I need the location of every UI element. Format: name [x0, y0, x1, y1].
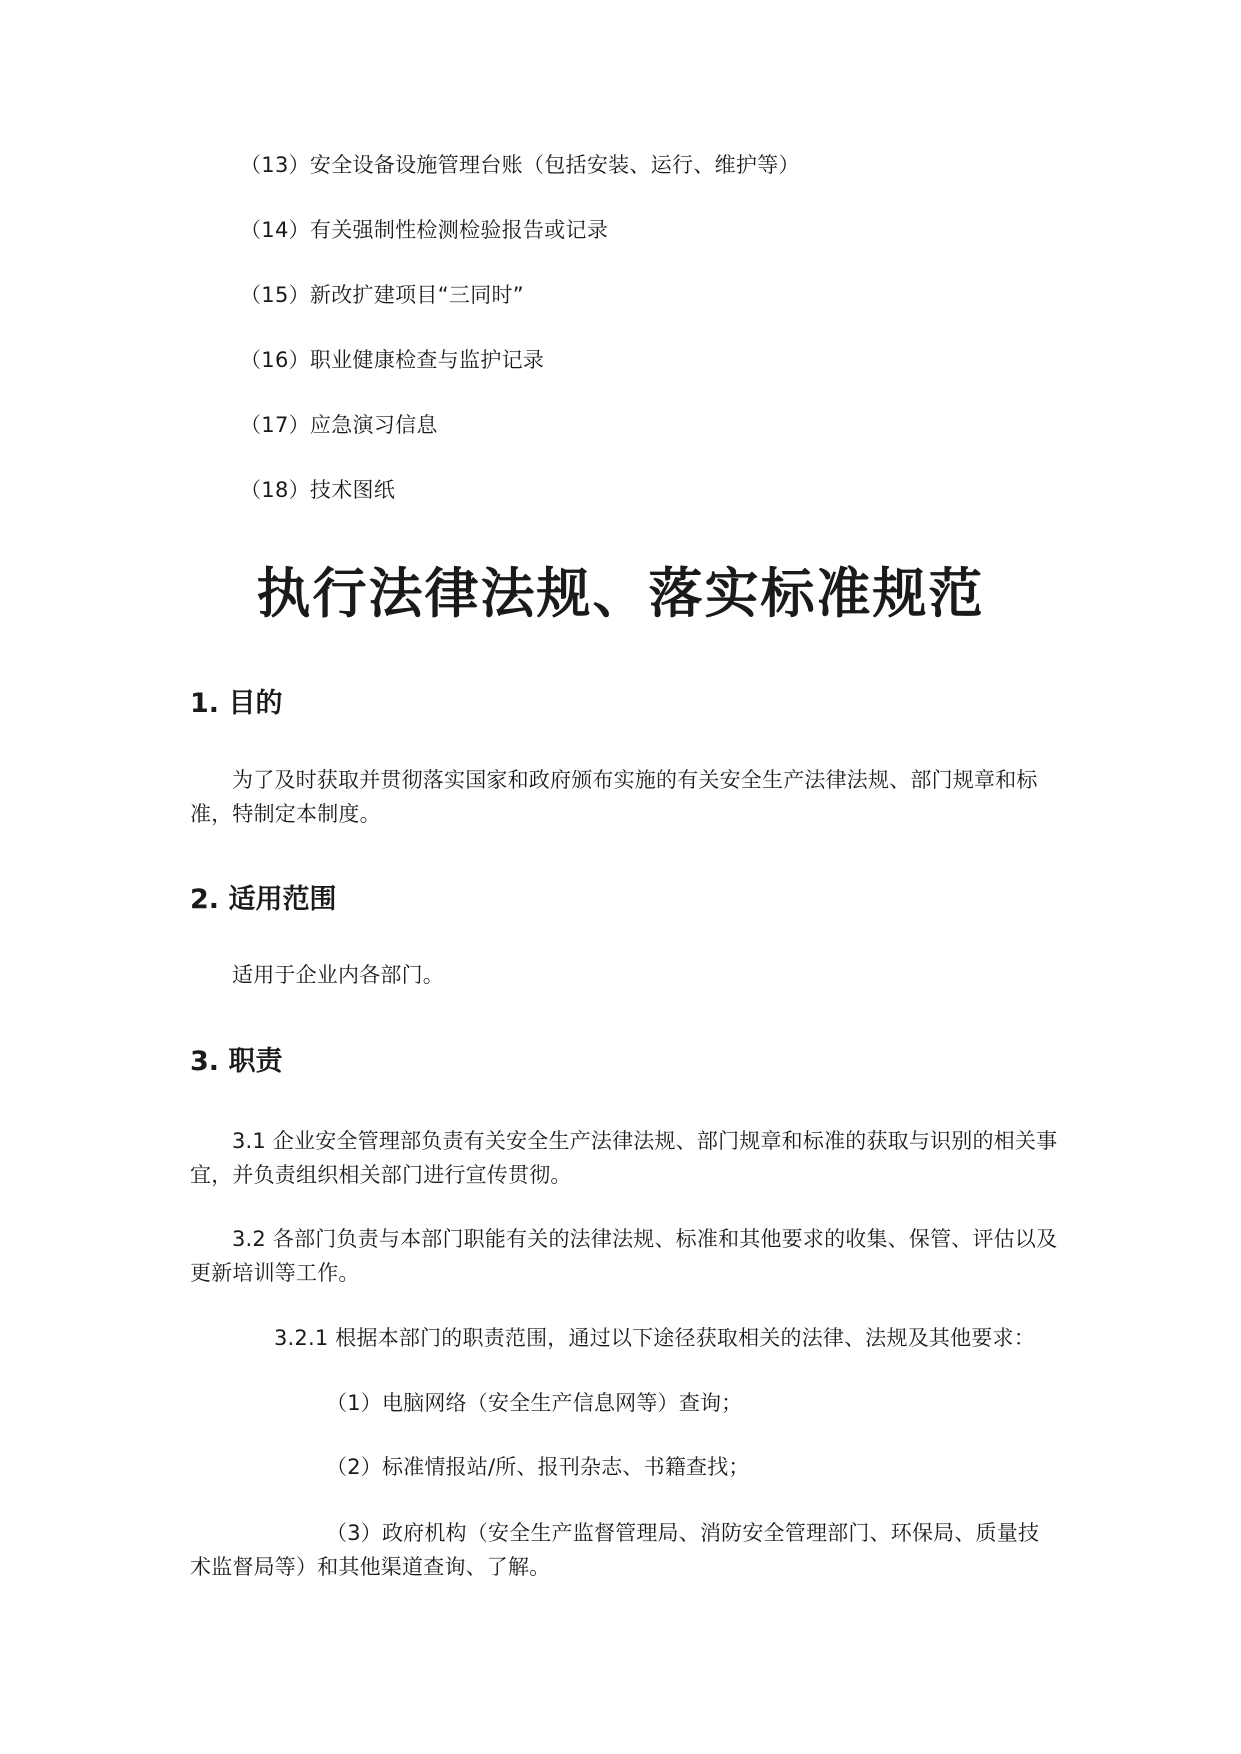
channel-item-2: （2）标准情报站/所、报刊杂志、书籍查找； — [326, 1455, 750, 1479]
channel-item-3: （3）政府机构（安全生产监督管理局、消防安全管理部门、环保局、质量技术监督局等）和其他渠道查询、了解。 — [190, 1521, 1040, 1579]
duty-paragraph-3-2: 3.2 各部门负责与本部门职能有关的法律法规、标准和其他要求的收集、保管、评估以及更新培训等工作。 — [190, 1227, 1058, 1285]
section-heading-scope: 2. 适用范围 — [190, 884, 337, 915]
list-item-16: （16）职业健康检查与监护记录 — [240, 348, 545, 372]
scope-paragraph: 适用于企业内各部门。 — [232, 963, 444, 987]
document-title: 执行法律法规、落实标准规范 — [256, 561, 985, 625]
purpose-paragraph: 为了及时获取并贯彻落实国家和政府颁布实施的有关安全生产法律法规、部门规章和标准，特制定本制度。 — [190, 768, 1038, 826]
section-heading-purpose: 1. 目的 — [190, 688, 283, 719]
list-item-18: （18）技术图纸 — [240, 478, 396, 502]
list-item-14: （14）有关强制性检测检验报告或记录 — [240, 218, 609, 242]
list-item-13: （13）安全设备设施管理台账（包括安装、运行、维护等） — [240, 153, 800, 177]
channel-item-1: （1）电脑网络（安全生产信息网等）查询； — [326, 1391, 743, 1415]
list-item-15: （15）新改扩建项目“三同时” — [240, 283, 524, 307]
duty-paragraph-3-2-1: 3.2.1 根据本部门的职责范围，通过以下途径获取相关的法律、法规及其他要求： — [274, 1326, 1035, 1350]
section-heading-duties: 3. 职责 — [190, 1046, 283, 1077]
duty-paragraph-3-1: 3.1 企业安全管理部负责有关安全生产法律法规、部门规章和标准的获取与识别的相关事宜，并负责组织相关部门进行宣传贯彻。 — [190, 1129, 1058, 1187]
list-item-17: （17）应急演习信息 — [240, 413, 438, 437]
